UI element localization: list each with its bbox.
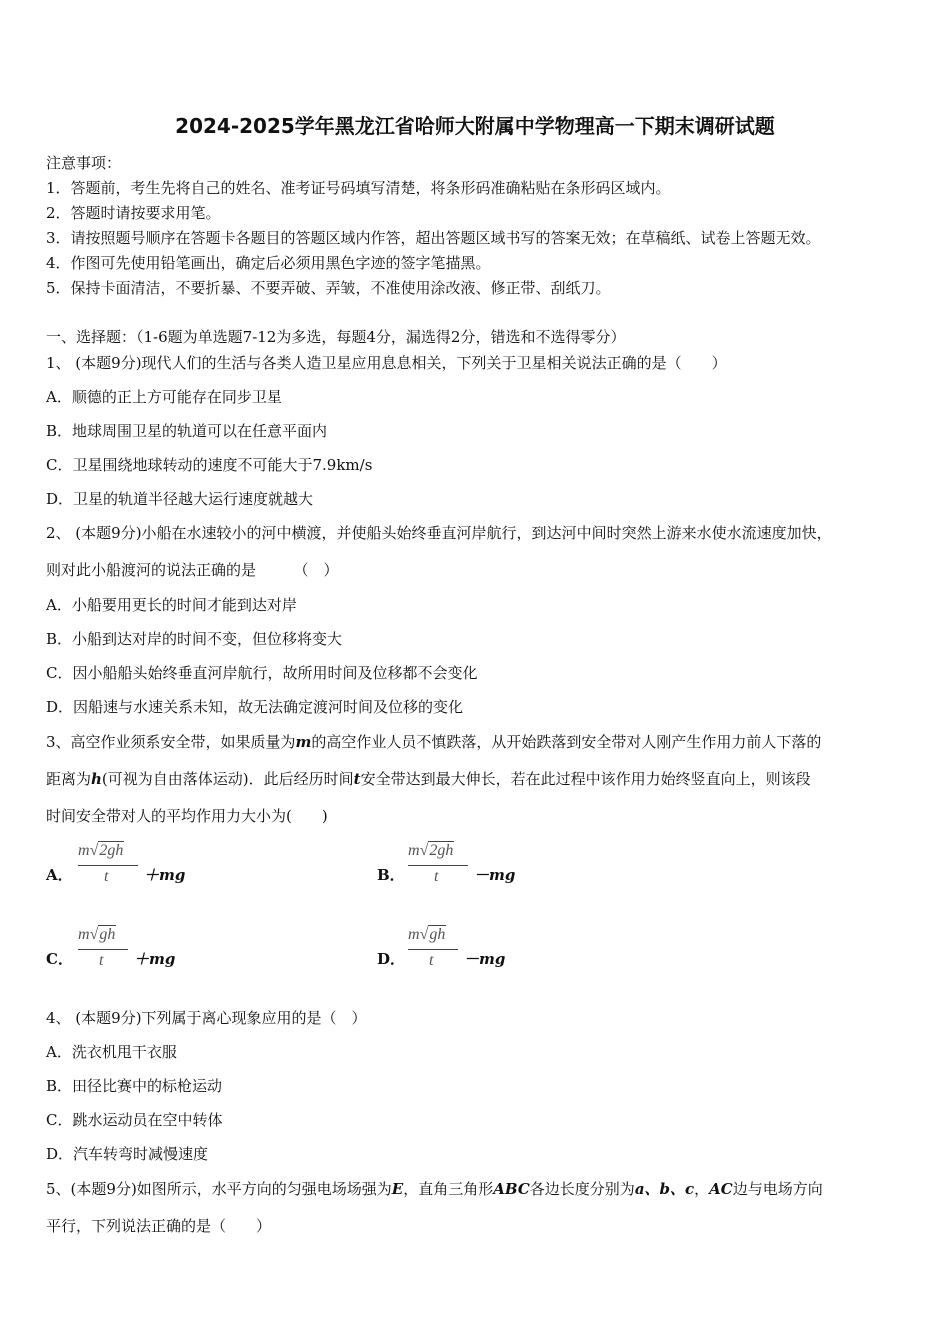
page-title: 2024-2025学年黑龙江省哈师大附属中学物理高一下期末调研试题 — [175, 114, 775, 138]
notice-item-2: 2．答题时请按要求用笔。 — [46, 204, 221, 222]
notice-item-3: 3．请按照题号顺序在答题卡各题目的答题区域内作答，超出答题区域书写的答案无效；在草稿纸、试卷上答题无效。 — [46, 229, 821, 247]
q3-option-d-tail: －mg — [464, 950, 506, 968]
q3-option-c-label: C． — [46, 950, 73, 968]
fraction-denominator: t — [429, 952, 434, 969]
q5-text: 边与电场方向 — [732, 1180, 823, 1198]
fraction-numerator: m√2gh — [78, 842, 124, 859]
fraction-numerator: m√2gh — [408, 842, 454, 859]
fraction-denominator: t — [434, 868, 439, 885]
question-2-option-b: B．小船到达对岸的时间不变，但位移将变大 — [46, 630, 343, 648]
question-2-option-c: C．因小船船头始终垂直河岸航行，故所用时间及位移都不会变化 — [46, 664, 478, 682]
question-2-stem-line-2: 则对此小船渡河的说法正确的是 （ ） — [46, 561, 339, 579]
var-t: t — [353, 770, 361, 788]
question-4-option-c: C．跳水运动员在空中转体 — [46, 1111, 223, 1129]
q5-text: ， — [694, 1180, 710, 1198]
fraction-bar — [408, 949, 458, 950]
question-3-stem-line-2 — [46, 768, 811, 789]
question-4-option-d: D．汽车转弯时减慢速度 — [46, 1145, 209, 1163]
q3-text: 3、高空作业须系安全带，如果质量为 — [46, 733, 296, 751]
notice-item-1: 1．答题前，考生先将自己的姓名、准考证号码填写清楚，将条形码准确粘贴在条形码区域内。 — [46, 179, 671, 197]
notice-item-4: 4．作图可先使用铅笔画出，确定后必须用黑色字迹的签字笔描黑。 — [46, 254, 491, 272]
section-heading: 一、选择题：（1-6题为单选题7-12为多选，每题4分，漏选得2分，错选和不选得零分） — [46, 328, 626, 346]
fraction-bar — [408, 865, 468, 866]
var-ac: AC — [709, 1180, 733, 1198]
q3-option-c-tail: ＋mg — [134, 950, 176, 968]
question-1-option-c: C．卫星围绕地球转动的速度不可能大于7.9km/s — [46, 456, 373, 474]
question-2-option-a: A．小船要用更长的时间才能到达对岸 — [46, 596, 297, 614]
q5-text: ，直角三角形 — [403, 1180, 494, 1198]
notice-item-5: 5．保持卡面清洁，不要折暴、不要弄破、弄皱，不准使用涂改液、修正带、刮纸刀。 — [46, 279, 611, 297]
q3-option-c-fraction — [78, 926, 128, 972]
q5-text: 5、(本题9分)如图所示，水平方向的匀强电场场强为 — [46, 1180, 392, 1198]
question-1-option-d: D．卫星的轨道半径越大运行速度就越大 — [46, 490, 314, 508]
question-1-stem: 1、 (本题9分)现代人们的生活与各类人造卫星应用息息相关，下列关于卫星相关说法正确的是（ ） — [46, 354, 727, 372]
q3-option-a-tail: ＋mg — [144, 866, 186, 884]
q3-option-b-label: B． — [377, 866, 405, 884]
question-3-stem-line-3: 时间安全带对人的平均作用力大小为( ) — [46, 807, 328, 825]
fraction-bar — [78, 949, 128, 950]
question-2-option-d: D．因船速与水速关系未知，故无法确定渡河时间及位移的变化 — [46, 698, 464, 716]
q3-option-a-label: A． — [46, 866, 73, 884]
var-sides: a、b、c — [634, 1180, 695, 1198]
fraction-numerator: m√gh — [78, 926, 116, 943]
var-m: m — [295, 733, 312, 751]
q5-text: 各边长度分别为 — [529, 1180, 635, 1198]
fraction-bar — [78, 865, 138, 866]
var-h: h — [91, 770, 102, 788]
fraction-denominator: t — [99, 952, 104, 969]
question-4-option-b: B．田径比赛中的标枪运动 — [46, 1077, 223, 1095]
question-1-option-a: A．顺德的正上方可能存在同步卫星 — [46, 388, 282, 406]
var-e: E — [391, 1180, 404, 1198]
question-4-option-a: A．洗衣机甩干衣服 — [46, 1043, 177, 1061]
question-1-option-b: B．地球周围卫星的轨道可以在任意平面内 — [46, 422, 328, 440]
q3-text: 安全带达到最大伸长，若在此过程中该作用力始终竖直向上，则该段 — [360, 770, 811, 788]
fraction-numerator: m√gh — [408, 926, 446, 943]
q3-option-b-fraction — [408, 842, 468, 888]
fraction-denominator: t — [104, 868, 109, 885]
q3-text: 的高空作业人员不慎跌落，从开始跌落到安全带对人刚产生作用力前人下落的 — [311, 733, 822, 751]
q3-text: 距离为 — [46, 770, 92, 788]
notice-heading: 注意事项： — [46, 154, 122, 172]
question-3-stem-line-1 — [46, 731, 821, 752]
q3-option-a-fraction — [78, 842, 138, 888]
q3-option-d-fraction — [408, 926, 458, 972]
question-5-stem-line-2: 平行，下列说法正确的是（ ） — [46, 1217, 272, 1235]
q3-option-b-tail: －mg — [474, 866, 516, 884]
question-4-stem: 4、 (本题9分)下列属于离心现象应用的是（ ） — [46, 1009, 367, 1027]
q3-option-d-label: D． — [377, 950, 406, 968]
question-2-stem-line-1: 2、 (本题9分)小船在水速较小的河中横渡，并使船头始终垂直河岸航行，到达河中间时突然上游来水使水流速度加快， — [46, 524, 832, 542]
q3-text: (可视为自由落体运动)．此后经历时间 — [101, 770, 354, 788]
var-abc: ABC — [493, 1180, 530, 1198]
question-5-stem-line-1 — [46, 1178, 823, 1199]
